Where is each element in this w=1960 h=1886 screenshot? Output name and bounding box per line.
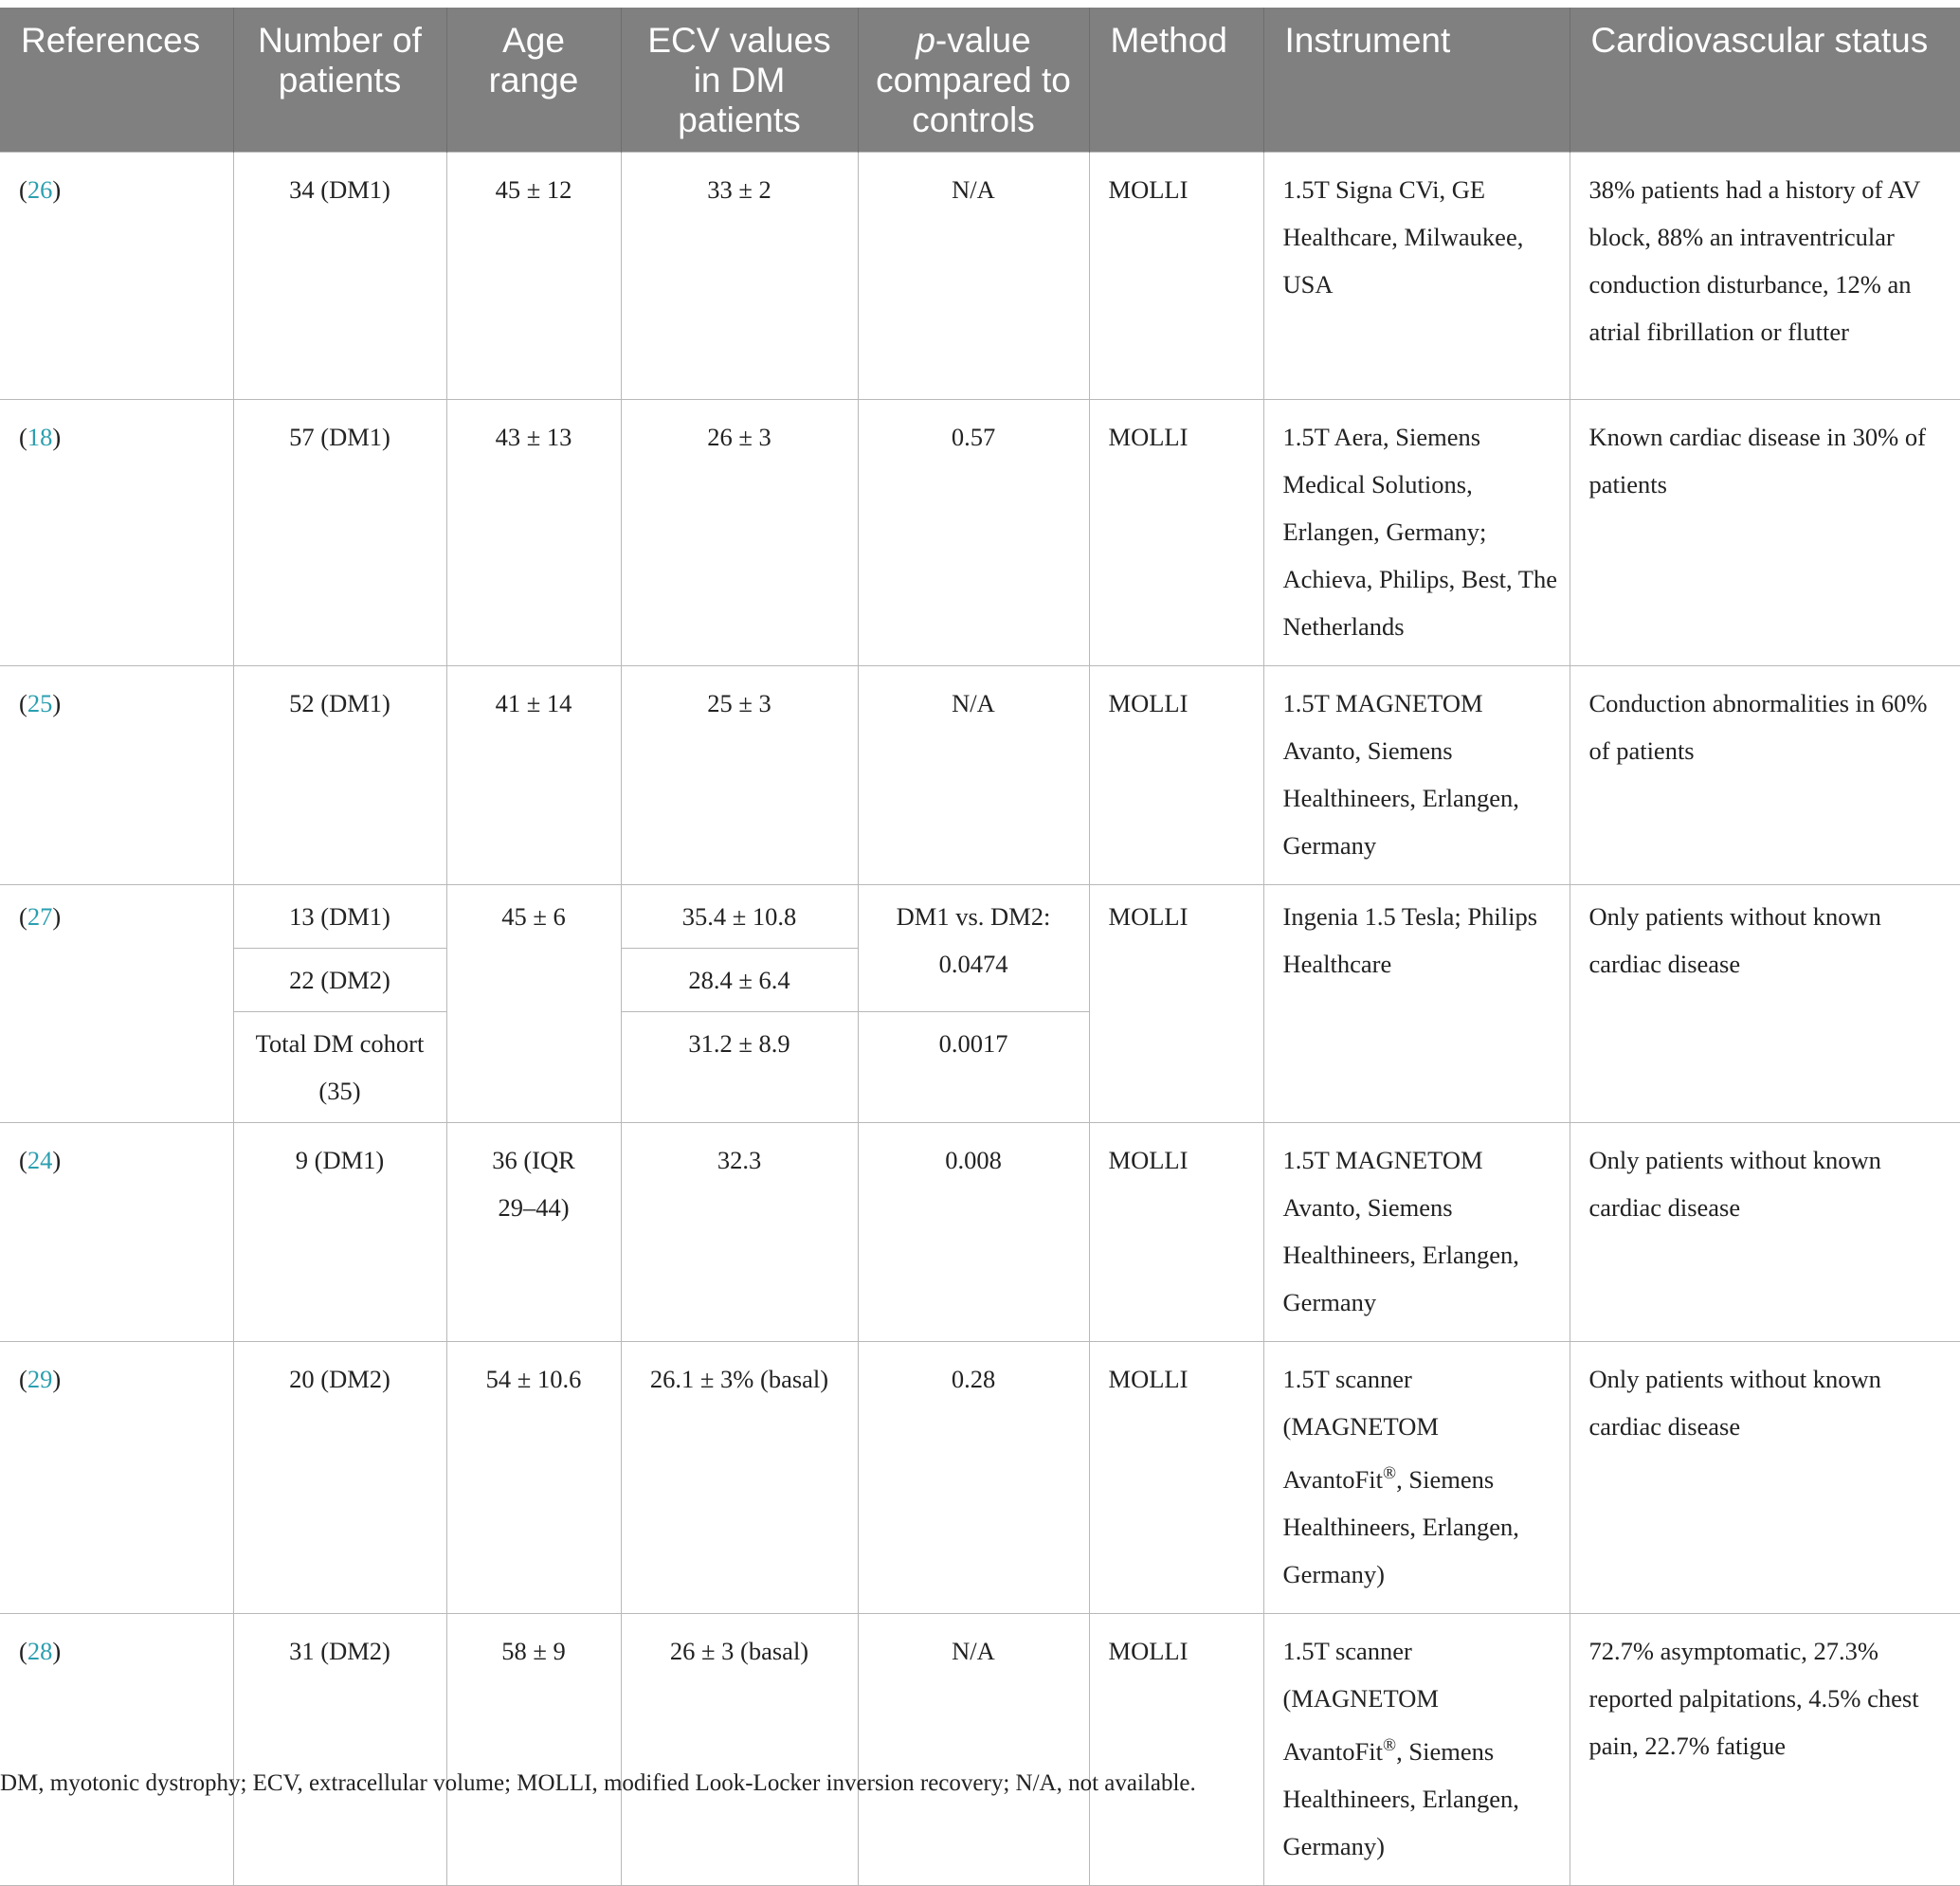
patients-cell: 20 (DM2) — [233, 1342, 446, 1614]
age-cell: 36 (IQR 29–44) — [446, 1123, 621, 1342]
method-cell: MOLLI — [1089, 1123, 1263, 1342]
status-cell: Known cardiac disease in 30% of patients — [1570, 400, 1960, 666]
status-cell: Conduction abnormalities in 60% of patients — [1570, 666, 1960, 885]
p-value-label: -value compared to controls — [876, 21, 1071, 139]
age-cell: 45 ± 12 — [446, 153, 621, 400]
age-cell: 41 ± 14 — [446, 666, 621, 885]
table-row — [0, 666, 1960, 885]
reference-link[interactable]: 18 — [27, 423, 53, 451]
age-cell: 54 ± 10.6 — [446, 1342, 621, 1614]
ecv-cell: 32.3 — [621, 1123, 858, 1342]
age-cell: 58 ± 9 — [446, 1613, 621, 1885]
p-symbol: p — [916, 21, 935, 60]
status-cell: 38% patients had a history of AV block, 88% an intraventricular conduction disturbance, 12% an atrial fibrillation or flutter — [1570, 153, 1960, 400]
col-header-method: Method — [1089, 8, 1263, 153]
table-footnote: DM, myotonic dystrophy; ECV, extracellular volume; MOLLI, modified Look-Locker inversion recovery; N/A, not available. — [0, 1770, 1196, 1796]
reference-link[interactable]: 29 — [27, 1365, 53, 1393]
ecv-cell: 35.4 ± 10.8 — [621, 885, 858, 949]
table-row — [0, 400, 1960, 666]
registered-mark: ® — [1383, 1734, 1397, 1755]
instrument-cell: 1.5T scanner (MAGNETOM AvantoFit®, Siemens Healthineers, Erlangen, Germany) — [1263, 1613, 1570, 1885]
age-cell: 45 ± 6 — [446, 885, 621, 1123]
reference-cell: (28) — [0, 1613, 233, 1885]
col-header-number-of-patients: Number of patients — [233, 8, 446, 153]
col-header-cardiovascular-status: Cardiovascular status — [1570, 8, 1960, 153]
reference-cell: (24) — [0, 1123, 233, 1342]
col-header-ecv-values: ECV values in DM patients — [621, 8, 858, 153]
p-value-cell: N/A — [858, 153, 1089, 400]
instrument-cell: 1.5T scanner (MAGNETOM AvantoFit®, Siemens Healthineers, Erlangen, Germany) — [1263, 1342, 1570, 1614]
instrument-cell: 1.5T MAGNETOM Avanto, Siemens Healthineers, Erlangen, Germany — [1263, 1123, 1570, 1342]
ecv-cell: 26.1 ± 3% (basal) — [621, 1342, 858, 1614]
patients-cell: 22 (DM2) — [233, 949, 446, 1012]
patients-cell: Total DM cohort (35) — [233, 1012, 446, 1123]
col-header-age-range: Age range — [446, 8, 621, 153]
reference-cell: (18) — [0, 400, 233, 666]
registered-mark: ® — [1383, 1463, 1397, 1483]
patients-cell: 52 (DM1) — [233, 666, 446, 885]
table-row — [0, 1342, 1960, 1614]
reference-link[interactable]: 28 — [27, 1636, 53, 1665]
patients-cell: 34 (DM1) — [233, 153, 446, 400]
col-header-instrument: Instrument — [1263, 8, 1570, 153]
patients-cell: 31 (DM2) — [233, 1613, 446, 1885]
p-value-cell: DM1 vs. DM2: 0.0474 — [858, 885, 1089, 1012]
reference-link[interactable]: 27 — [27, 902, 53, 931]
instrument-cell: 1.5T MAGNETOM Avanto, Siemens Healthineers, Erlangen, Germany — [1263, 666, 1570, 885]
method-cell: MOLLI — [1089, 153, 1263, 400]
method-cell: MOLLI — [1089, 1613, 1263, 1885]
patients-cell: 13 (DM1) — [233, 885, 446, 949]
p-value-cell: N/A — [858, 1613, 1089, 1885]
ecv-cell: 26 ± 3 — [621, 400, 858, 666]
status-cell: Only patients without known cardiac disease — [1570, 885, 1960, 1123]
ecv-cell: 25 ± 3 — [621, 666, 858, 885]
age-cell: 43 ± 13 — [446, 400, 621, 666]
patients-cell: 57 (DM1) — [233, 400, 446, 666]
ecv-cell: 31.2 ± 8.9 — [621, 1012, 858, 1123]
col-header-p-value — [858, 8, 1089, 153]
status-cell: Only patients without known cardiac disease — [1570, 1123, 1960, 1342]
ecv-cell: 26 ± 3 (basal) — [621, 1613, 858, 1885]
table-container — [0, 8, 1960, 1886]
method-cell: MOLLI — [1089, 666, 1263, 885]
reference-cell: (26) — [0, 153, 233, 400]
reference-cell: (25) — [0, 666, 233, 885]
instrument-cell: 1.5T Signa CVi, GE Healthcare, Milwaukee, USA — [1263, 153, 1570, 400]
table-row — [0, 885, 1960, 949]
col-header-references: References — [0, 8, 233, 153]
p-value-cell: 0.008 — [858, 1123, 1089, 1342]
method-cell: MOLLI — [1089, 400, 1263, 666]
table-row — [0, 1123, 1960, 1342]
reference-link[interactable]: 24 — [27, 1146, 53, 1174]
instrument-cell: 1.5T Aera, Siemens Medical Solutions, Erlangen, Germany; Achieva, Philips, Best, The Netherlands — [1263, 400, 1570, 666]
p-value-cell: N/A — [858, 666, 1089, 885]
method-cell: MOLLI — [1089, 1342, 1263, 1614]
method-cell: MOLLI — [1089, 885, 1263, 1123]
ecv-cell: 33 ± 2 — [621, 153, 858, 400]
reference-link[interactable]: 25 — [27, 689, 53, 717]
p-value-cell: 0.28 — [858, 1342, 1089, 1614]
p-value-cell: 0.57 — [858, 400, 1089, 666]
reference-link[interactable]: 26 — [27, 175, 53, 204]
patients-cell: 9 (DM1) — [233, 1123, 446, 1342]
ecv-table — [0, 8, 1960, 1886]
instrument-cell: Ingenia 1.5 Tesla; Philips Healthcare — [1263, 885, 1570, 1123]
p-value-cell: 0.0017 — [858, 1012, 1089, 1123]
status-cell: 72.7% asymptomatic, 27.3% reported palpitations, 4.5% chest pain, 22.7% fatigue — [1570, 1613, 1960, 1885]
table-row — [0, 153, 1960, 400]
status-cell: Only patients without known cardiac disease — [1570, 1342, 1960, 1614]
ecv-cell: 28.4 ± 6.4 — [621, 949, 858, 1012]
reference-cell: (27) — [0, 885, 233, 1123]
header-row — [0, 8, 1960, 153]
reference-cell: (29) — [0, 1342, 233, 1614]
table-row — [0, 1613, 1960, 1885]
